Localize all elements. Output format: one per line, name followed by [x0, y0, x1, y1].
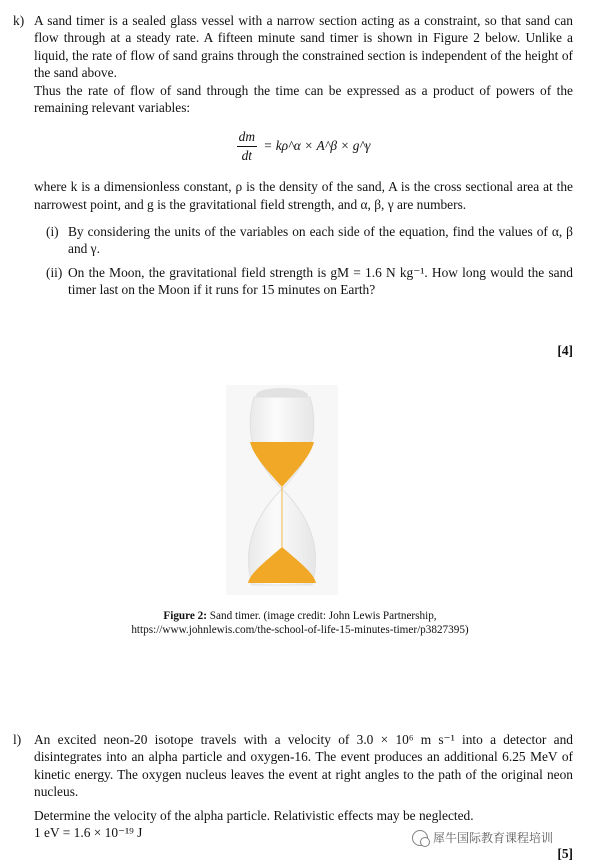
question-l-text-1: An excited neon-20 isotope travels with a velocity of 3.0 × 10⁶ m s⁻¹ into a detector and disintegrates into an alpha particle and oxygen-16. The event produces an additional 6.25 MeV of kinetic energy. The oxygen nucleus leaves the event at right angles to the path of the original neon nucleus. [34, 732, 573, 800]
question-l-text-2: Determine the velocity of the alpha particle. Relativistic effects may be neglected. [34, 807, 474, 823]
caption-label: Figure 2: [163, 610, 207, 622]
marks-l: [5] [557, 846, 573, 861]
figure-caption [80, 609, 520, 637]
equation-fraction [237, 128, 257, 164]
sub-question-text: On the Moon, the gravitational field strength is gM = 1.6 N kg⁻¹. How long would the sand timer last on the Moon if it runs for 15 minutes on Earth? [68, 264, 573, 298]
marks-k: [4] [557, 343, 573, 358]
question-label: l) [13, 732, 22, 747]
wechat-icon [412, 830, 428, 846]
sub-question-text: By considering the units of the variables on each side of the equation, find the values of α, β and γ. [68, 224, 573, 257]
sub-question-ii [34, 264, 573, 299]
question-intro-2: Thus the rate of flow of sand through the time can be expressed as a product of powers of the remaining relevant variables: [34, 82, 573, 116]
question-intro: A sand timer is a sealed glass vessel with a narrow section acting as a constraint, so that sand can flow through at a steady rate. A fifteen minute sand timer is shown in Figure 2 below. Unlike a liquid, the rate of flow of sand grains through the constrained section is independent of the height of the sand above. [34, 13, 573, 81]
equation-rhs: = kρ^α × A^β × g^γ [263, 138, 371, 154]
caption-url: https://www.johnlewis.com/the-school-of-life-15-minutes-timer/p3827395) [131, 624, 469, 636]
sub-question-label: (ii) [46, 264, 63, 280]
question-l [13, 731, 573, 841]
sub-questions [34, 223, 573, 299]
sub-question-label: (i) [46, 224, 59, 240]
where-text: where k is a dimensionless constant, ρ is the density of the sand, A is the cross sectional area at the narrowest point, and g is the gravitational field strength, and α, β, γ are numbers. [34, 179, 573, 212]
question-k [13, 12, 573, 305]
rate-equation [34, 128, 573, 164]
watermark [412, 829, 553, 846]
equation-numerator: dm [237, 128, 257, 146]
sand-timer-image [226, 385, 338, 595]
equation-denominator: dt [241, 147, 253, 163]
watermark-text: 犀牛国际教育课程培训 [433, 831, 554, 845]
caption-text: Sand timer. (image credit: John Lewis Partnership, [209, 610, 437, 622]
sub-question-i [34, 223, 573, 258]
question-label: k) [13, 13, 25, 28]
question-l-text-3: 1 eV = 1.6 × 10⁻¹⁹ J [34, 825, 143, 841]
